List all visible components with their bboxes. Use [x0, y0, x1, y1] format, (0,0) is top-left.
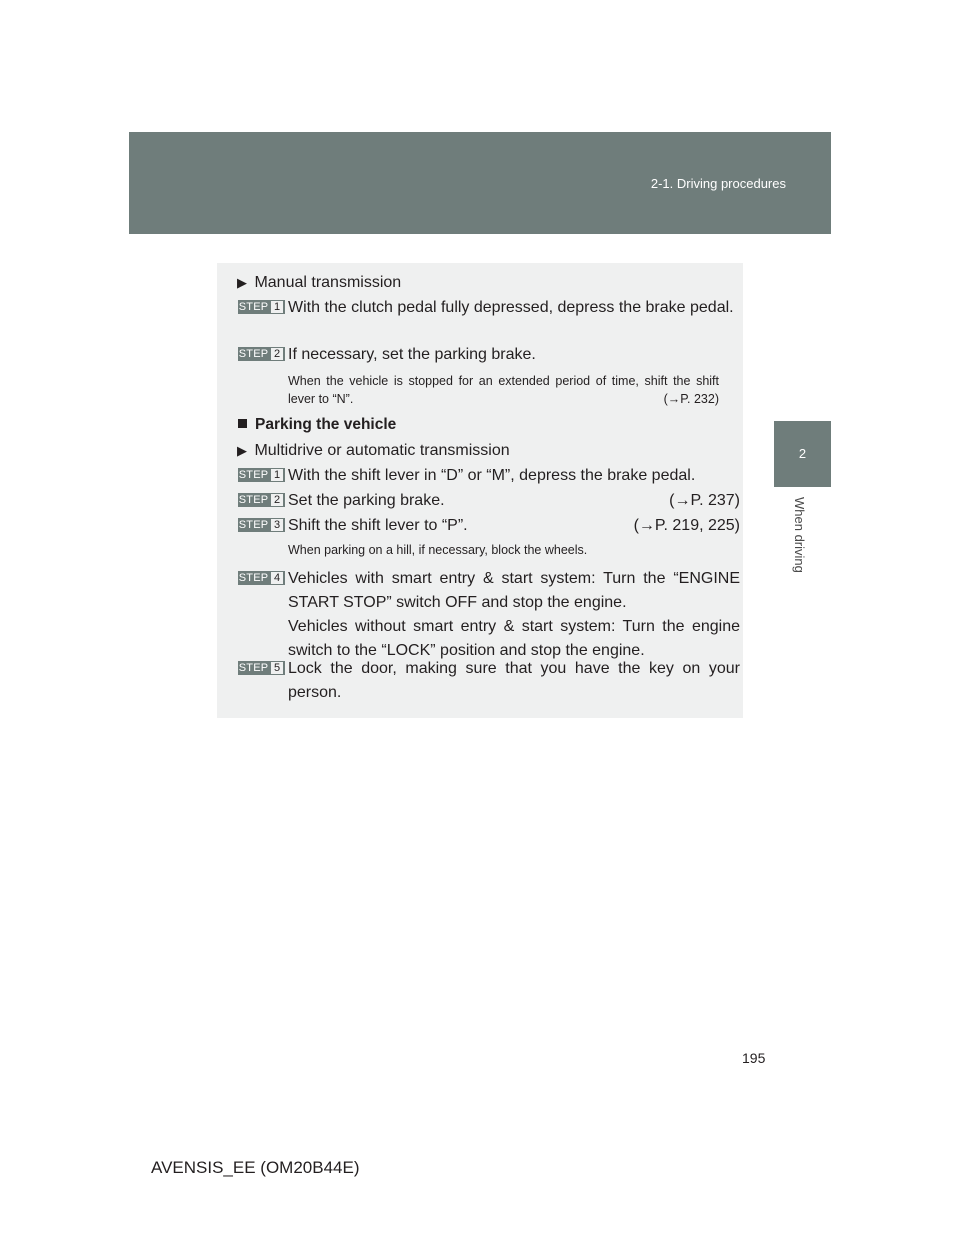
step-badge: STEP 3 [238, 518, 285, 532]
parking-heading: Parking the vehicle [238, 416, 396, 434]
manual-heading [237, 274, 763, 292]
step-text: With the shift lever in “D” or “M”, depress the brake pedal. [288, 467, 696, 484]
step-badge: STEP 5 [238, 661, 285, 675]
step-text: If necessary, set the parking brake. [288, 346, 536, 363]
page-reference: (→P. 232) [663, 392, 719, 406]
step-badge: STEP 2 [238, 493, 285, 507]
square-bullet-icon [238, 419, 247, 428]
triangle-right-icon: ▶ [237, 275, 247, 290]
step-badge: STEP 1 [238, 468, 285, 482]
auto-heading [237, 442, 763, 460]
step-text: Set the parking brake. (→P. 237) [288, 489, 740, 513]
procedure-box [217, 263, 743, 718]
page-reference: (→P. 237) [669, 492, 740, 509]
step-badge: STEP 2 [238, 347, 285, 361]
triangle-right-icon: ▶ [237, 443, 247, 458]
manual-heading-text: Manual transmission [254, 274, 402, 291]
manual-note: When the vehicle is stopped for an extended period of time, shift the shift lever to “N”. (→P. 232) [288, 374, 719, 406]
step-text: With the clutch pedal fully depressed, depress the brake pedal. [288, 299, 734, 316]
step-text: Lock the door, making sure that you have the key on your person. [288, 660, 740, 701]
manual-code: AVENSIS_EE (OM20B44E) [151, 1158, 360, 1177]
step-badge: STEP 1 [238, 300, 285, 314]
step-text: Vehicles with smart entry & start system: Turn the “ENGINE START STOP” switch OFF and stop the engine. Vehicles without smart entry & start system: Turn the engine switch to the “LOCK” position and stop the engine. [288, 570, 740, 659]
header-band [129, 132, 831, 234]
section-title: 2-1. Driving procedures [650, 176, 786, 191]
step-badge: STEP 4 [238, 571, 285, 585]
page-number: 195 [742, 1050, 766, 1066]
chapter-tab: 2 [774, 421, 831, 487]
auto-note: When parking on a hill, if necessary, block the wheels. [288, 543, 588, 557]
step-text: Shift the shift lever to “P”. (→P. 219, 225) [288, 514, 740, 538]
auto-heading-text: Multidrive or automatic transmission [254, 442, 510, 459]
page-reference: (→P. 219, 225) [633, 517, 740, 534]
chapter-label: When driving [792, 497, 807, 573]
